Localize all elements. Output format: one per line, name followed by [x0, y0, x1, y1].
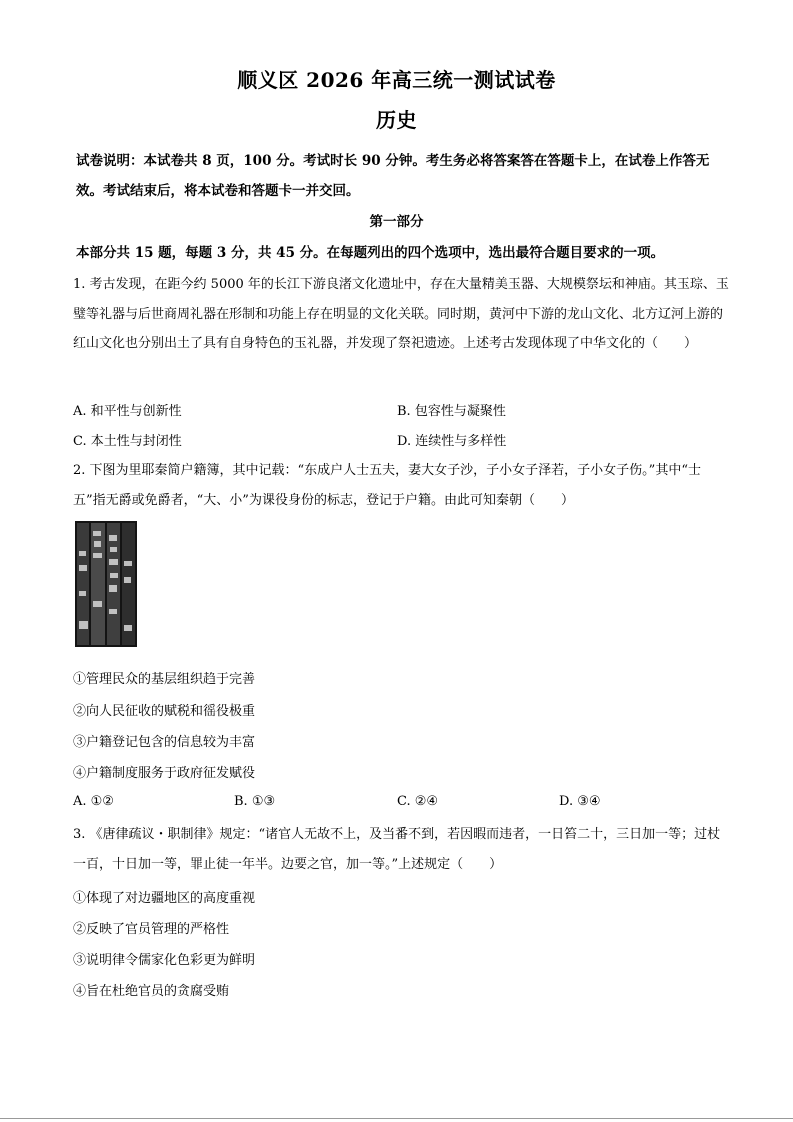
question-3-stem: 3. 《唐律疏议・职制律》规定：“诸官人无故不上，及当番不到，若因暇而违者，一日笞二十，三日加一等；过杖一百，十日加一等，罪止徒一年半。边要之官，加一等。”上述规定（ ）	[73, 827, 721, 872]
q1-option-b: B. 包容性与凝聚性	[397, 404, 506, 419]
q3-statement-2: ②反映了官员管理的严格性	[73, 922, 230, 937]
qin-bamboo-slip-image	[75, 521, 137, 647]
q2-option-a: A. ①②	[73, 794, 114, 809]
q3-statement-1: ①体现了对边疆地区的高度重视	[73, 891, 256, 906]
subject-title: 历史	[376, 108, 417, 132]
q2-option-d: D. ③④	[559, 794, 601, 809]
q1-option-d: D. 连续性与多样性	[397, 434, 507, 449]
exam-instructions: 试卷说明：本试卷共 8 页，100 分。考试时长 90 分钟。考生务必将答案答在答题卡上，在试卷上作答无效。考试结束后，将本试卷和答题卡一并交回。	[76, 153, 710, 199]
q2-option-c: C. ②④	[397, 794, 439, 809]
part-description: 本部分共 15 题，每题 3 分，共 45 分。在每题列出的四个选项中，选出最符合题目要求的一项。	[76, 245, 665, 261]
q2-statement-1: ①管理民众的基层组织趋于完善	[73, 672, 256, 687]
bamboo-slip-graphic	[75, 521, 137, 647]
q2-statement-2: ②向人民征收的赋税和徭役极重	[73, 704, 256, 719]
q3-statement-3: ③说明律令儒家化色彩更为鲜明	[73, 953, 256, 968]
question-1-stem: 1. 考古发现，在距今约 5000 年的长江下游良渚文化遗址中，存在大量精美玉器、大规模祭坛和神庙。其玉琮、玉璧等礼器与后世商周礼器在形制和功能上存在明显的文化关联。同时期，黄河中下游的龙山文化、北方辽河上游的红山文化也分别出土了具有自身特色的玉礼器，并发现了祭祀遗迹。上述考古发现体现了中华文化的（ ）	[73, 277, 729, 351]
q2-option-b: B. ①③	[234, 794, 276, 809]
q1-option-a: A. 和平性与创新性	[73, 404, 182, 419]
question-2-stem: 2. 下图为里耶秦简户籍簿，其中记载：“东成户人士五夫，妻大女子沙，子小女子泽若，子小女子伤。”其中“士五”指无爵或免爵者，“大、小”为课役身份的标志，登记于户籍。由此可知秦朝（ ）	[73, 463, 701, 508]
q1-option-c: C. 本土性与封闭性	[73, 434, 182, 449]
exam-title: 顺义区 2026 年高三统一测试试卷	[237, 68, 556, 92]
q3-statement-4: ④旨在杜绝官员的贪腐受贿	[73, 984, 230, 999]
page-bottom-border	[0, 1118, 793, 1119]
part-title: 第一部分	[369, 214, 424, 230]
q2-statement-3: ③户籍登记包含的信息较为丰富	[73, 735, 256, 750]
q2-statement-4: ④户籍制度服务于政府征发赋役	[73, 766, 256, 781]
